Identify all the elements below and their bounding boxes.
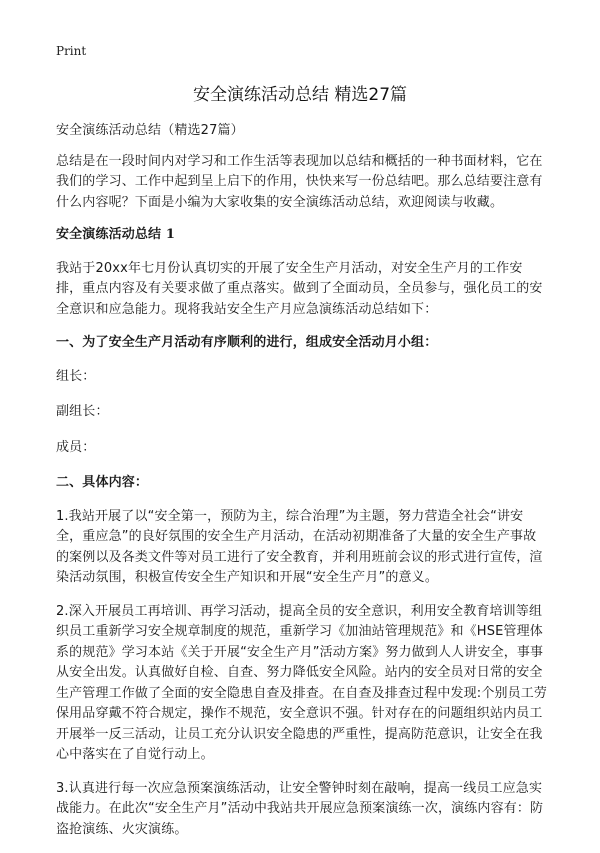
document-subtitle: 安全演练活动总结（精选27篇） bbox=[56, 123, 244, 138]
section-paragraph: 我站于20xx年七月份认真切实的开展了安全生产月活动，对安全生产月的工作安排，重点内容及有关要求做了重点落实。做到了全面动员，全员参与，强化员工的安全意识和应急能力。现将我站安全生产月应急演练活动总结如下： bbox=[56, 260, 543, 317]
print-label[interactable]: Print bbox=[56, 44, 87, 58]
document-title: 安全演练活动总结 精选27篇 bbox=[192, 85, 408, 105]
deputy-leader-field: 副组长： bbox=[56, 404, 109, 419]
item-2: 2.深入开展员工再培训、再学习活动，提高全员的安全意识，利用安全教育培训等组织员工重新学习安全规章制度的规范，重新学习《加油站管理规范》和《HSE管理体系的规范》学习本站《关于开展“安全生产月”活动方案》努力做到人人讲安全，事事从安全出发。认真做好自检、自查、努力降低安全风险。站内的安全员对日常的安全生产管理工作做了全面的安全隐患自查及排查。在自查及排查过程中发现:个别员工劳保用品穿戴不符合规定，操作不规范，安全意识不强。针对存在的问题组织站内员工开展举一反三活动，让员工充分认识安全隐患的严重性，提高防范意识，让安全在我心中落实在了自觉行动上。 bbox=[56, 603, 548, 762]
heading-two: 二、具体内容： bbox=[56, 475, 149, 490]
item-3: 3.认真进行每一次应急预案演练活动，让安全警钟时刻在敲响，提高一线员工应急实战能力。在此次“安全生产月”活动中我站共开展应急预案演练一次，演练内容有：防盗抢演练、火灾演练。 bbox=[56, 780, 544, 837]
item-1: 1.我站开展了以“安全第一，预防为主，综合治理”为主题，努力营造全社会“讲安全，重应急”的良好氛围的安全生产月活动，在活动初期准备了大量的安全生产事故的案例以及各类文件等对员工进行了安全教育，并利用班前会议的形式进行宣传，渲染活动氛围，积极宣传安全生产知识和开展“安全生产月”的意义。 bbox=[56, 508, 543, 585]
document-body bbox=[56, 121, 548, 853]
section-heading: 安全演练活动总结 1 bbox=[56, 227, 176, 242]
intro-paragraph: 总结是在一段时间内对学习和工作生活等表现加以总结和概括的一种书面材料，它在我们的学习、工作中起到呈上启下的作用，快快来写一份总结吧。那么总结要注意有什么内容呢？下面是小编为大家收集的安全演练活动总结，欢迎阅读与收藏。 bbox=[56, 153, 543, 210]
members-field: 成员： bbox=[56, 439, 96, 455]
heading-one: 一、为了安全生产月活动有序顺利的进行，组成安全活动月小组： bbox=[56, 335, 438, 350]
leader-field: 组长： bbox=[56, 368, 96, 384]
